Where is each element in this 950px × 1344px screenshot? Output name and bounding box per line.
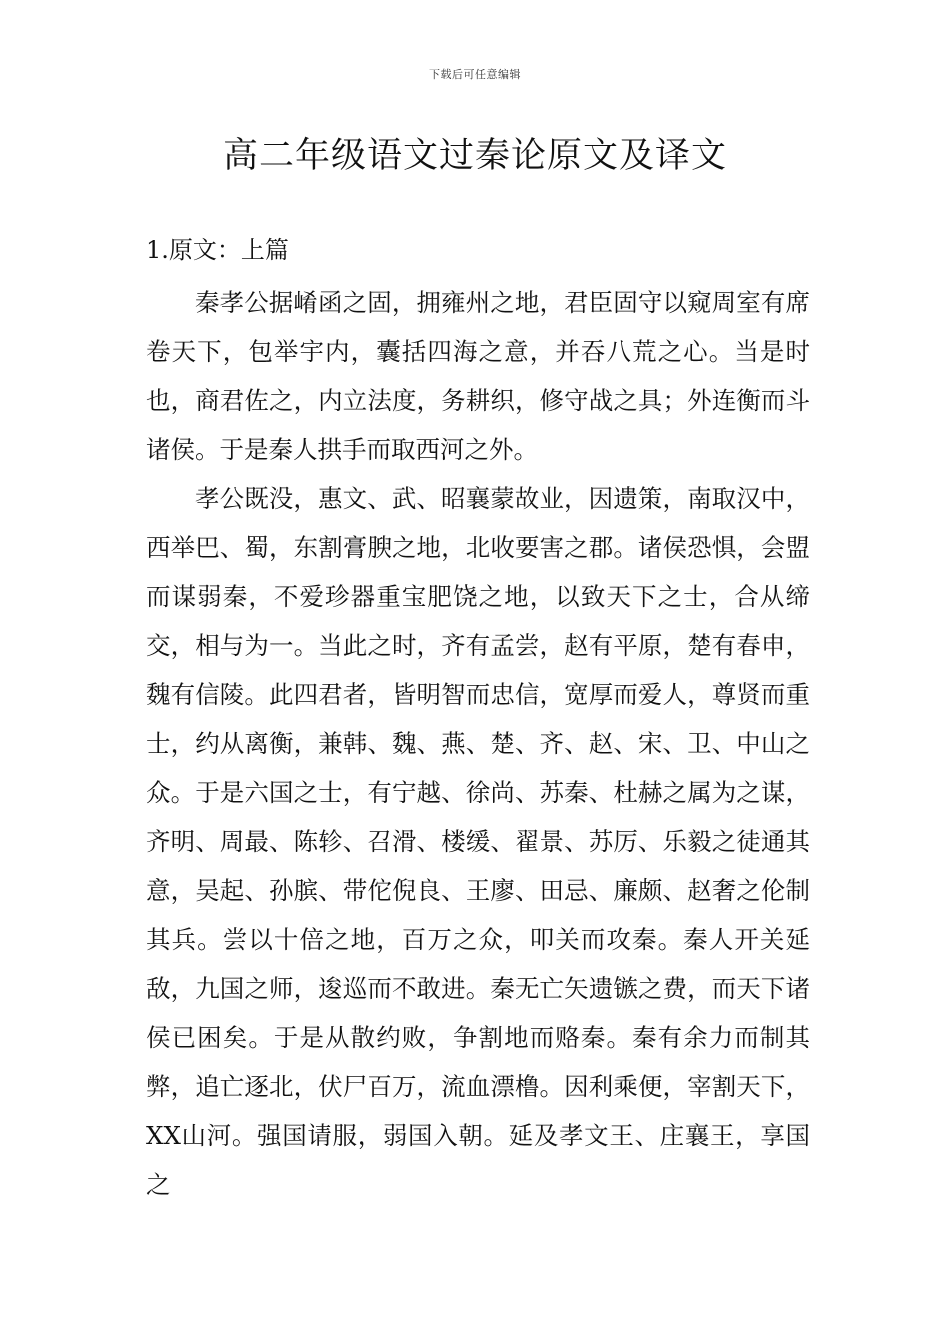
paragraph-2: 孝公既没，惠文、武、昭襄蒙故业，因遗策，南取汉中，西举巴、蜀，东割膏腴之地，北收要害之郡。诸侯恐惧，会盟而谋弱秦，不爱珍器重宝肥饶之地，以致天下之士，合从缔交，相与为一。当此之时，齐有孟尝，赵有平原，楚有春申，魏有信陵。此四君者，皆明智而忠信，宽厚而爱人，尊贤而重士，约从离衡，兼韩、魏、燕、楚、齐、赵、宋、卫、中山之众。于是六国之士，有宁越、徐尚、苏秦、杜赫之属为之谋，齐明、周最、陈轸、召滑、楼缓、翟景、苏厉、乐毅之徒通其意，吴起、孙膑、带佗倪良、王廖、田忌、廉颇、赵奢之伦制其兵。尝以十倍之地，百万之众，叩关而攻秦。秦人开关延敌，九国之师，逡巡而不敢进。秦无亡矢遗镞之费，而天下诸侯已困矣。于是从散约败，争割地而赂秦。秦有余力而制其弊，追亡逐北，伏尸百万，流血漂橹。因利乘便，宰割天下，XX山河。强国请服，弱国入朝。延及孝文王、庄襄王，享国之 [146,484,810,1199]
paragraph-1: 秦孝公据崤函之固，拥雍州之地，君臣固守以窥周室有席卷天下，包举宇内，囊括四海之意，并吞八荒之心。当是时也，商君佐之，内立法度，务耕织，修守战之具；外连衡而斗诸侯。于是秦人拱手而取西河之外。 [146,288,810,464]
section-heading: 1.原文：上篇 [146,236,289,264]
body-text [146,278,810,1209]
header-note: 下载后可任意编辑 [429,68,521,81]
document-title: 高二年级语文过秦论原文及译文 [222,136,727,176]
